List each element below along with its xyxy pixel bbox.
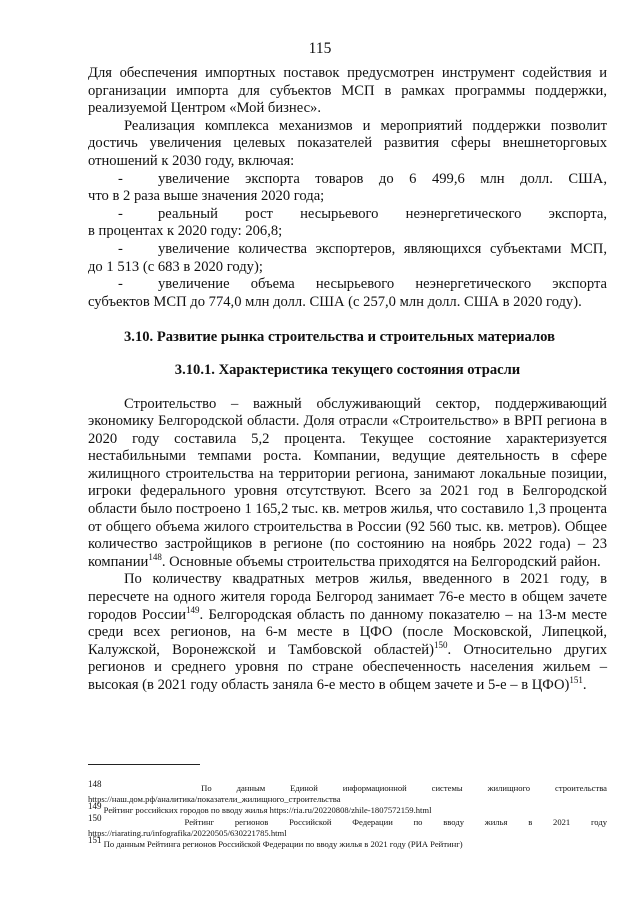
footnote-149	[88, 801, 607, 816]
list-item-continuation: субъектов МСП до 774,0 млн долл. США (с 257,0 млн долл. США в 2020 году).	[88, 293, 582, 310]
paragraph-housing-rank-part3: . Относительно других регионов и среднего уровня по стране обеспеченность населения жильем – высокая (в 2021 году область заняла 6-е место в общем зачете и 5-е – в ЦФО)	[88, 641, 607, 693]
footnote-150-link[interactable]: https://riarating.ru/infografika/20220505/630221785.html	[88, 827, 287, 838]
footnote-150	[88, 812, 608, 828]
section-heading: 3.10. Развитие рынка строительства и строительных материалов	[124, 329, 555, 346]
target-list	[88, 171, 607, 312]
paragraph-construction-text: Строительство – важный обслуживающий сектор, поддерживающий экономику Белгородской области. Доля отрасли «Строительство» в ВРП региона в 2020 году составила 5,2 процента. Текущее состояние характеризуется нестабильными темпами роста. Компании, ведущие деятельность в сфере жилищного строительства на территории региона, занимают локальные позиции, игроки федерального уровня отсутствуют. Всего за 2021 год в Белгородской области было построено 1 165,2 тыс. кв. метров жилья, что составило 1,3 процента от общего объема жилого строительства в России (92 560 тыс. кв. метров). Общее количество застройщиков в регионе (по состоянию на ноябрь 2022 года) – 23 компании	[88, 395, 607, 570]
body-text	[88, 65, 607, 695]
list-item-continuation: до 1 513 (с 683 в 2020 году);	[88, 258, 263, 275]
paragraph-housing-rank-part2: . Белгородская область по данному показателю – на 13-м месте среди всех регионов, на 6-м месте в ЦФО (после Московской, Липецкой, Калужской, Воронежской и Тамбовской областей)	[88, 606, 608, 658]
footnote-text[interactable]: Рейтинг российских городов по вводу жилья https://ria.ru/20220808/zhile-1807572159.html	[103, 805, 432, 816]
footnote-151	[88, 835, 607, 850]
paragraph-construction-end: . Основные объемы строительства приходятся на Белгородский район.	[161, 553, 601, 570]
footnotes	[88, 779, 608, 850]
footnote-text: По данным Рейтинга регионов Российской Федерации по вводу жилья в 2021 году (РИА Рейтинг)	[103, 839, 463, 850]
footnote-148-link[interactable]: https://наш.дом.рф/аналитика/показатели_жилищного_строительства	[88, 794, 341, 805]
footnote-148	[88, 779, 607, 794]
list-item-continuation: что в 2 раза выше значения 2020 года;	[88, 188, 325, 205]
list-item-first-line: увеличение экспорта товаров до 6 499,6 млн долл. США,	[158, 170, 607, 187]
list-item-first-line: увеличение количества экспортеров, являющихся субъектами МСП,	[158, 240, 607, 257]
list-item-continuation: в процентах к 2020 году: 206,8;	[88, 223, 283, 240]
list-item	[88, 206, 607, 241]
footnote-divider	[88, 764, 200, 765]
list-dash: -	[118, 276, 123, 293]
page-number: 115	[308, 40, 332, 57]
list-item	[88, 241, 607, 276]
paragraph-targets: Реализация комплекса механизмов и мероприятий поддержки позволит достичь увеличения целевых показателей развития сферы внешнеторговых отношений к 2030 году, включая:	[88, 117, 607, 169]
footnote-number: 148	[88, 779, 102, 790]
list-item	[88, 171, 607, 206]
footnote-text: По данным Единой информационной системы жилищного строительства	[201, 783, 607, 793]
paragraph-housing-rank-end: .	[582, 677, 587, 693]
footnote-text: Рейтинг регионов Российской Федерации по вводу жилья в 2021 году	[184, 816, 608, 827]
footnote-number: 149	[88, 801, 102, 812]
list-item	[88, 276, 607, 311]
footnote-number: 150	[88, 812, 102, 823]
paragraph-housing-rank-part1: По количеству квадратных метров жилья, введенного в 2021 году, в пересчете на одного жителя города Белгород занимает 76-е место в общем зачете городов России	[88, 571, 607, 623]
list-dash: -	[118, 170, 123, 187]
list-dash: -	[118, 205, 123, 222]
paragraph-import: Для обеспечения импортных поставок предусмотрен инструмент содействия и организации импорта для субъектов МСП в рамках программы поддержки, реализуемой Центром «Мой бизнес».	[88, 65, 607, 117]
footnote-ref-149[interactable]: 149	[186, 604, 200, 615]
list-item-first-line: реальный рост несырьевого неэнергетического экспорта,	[158, 205, 607, 222]
list-dash: -	[118, 240, 123, 257]
paragraph-construction	[88, 396, 607, 572]
footnote-ref-150[interactable]: 150	[433, 639, 448, 650]
subsection-heading: 3.10.1. Характеристика текущего состояния отрасли	[174, 361, 521, 378]
footnote-ref-151[interactable]: 151	[569, 675, 583, 686]
footnote-ref-148[interactable]: 148	[148, 551, 162, 562]
paragraph-housing-rank	[88, 571, 607, 694]
footnote-number: 151	[88, 835, 102, 846]
list-item-first-line: увеличение объема несырьевого неэнергетического экспорта	[158, 276, 607, 293]
